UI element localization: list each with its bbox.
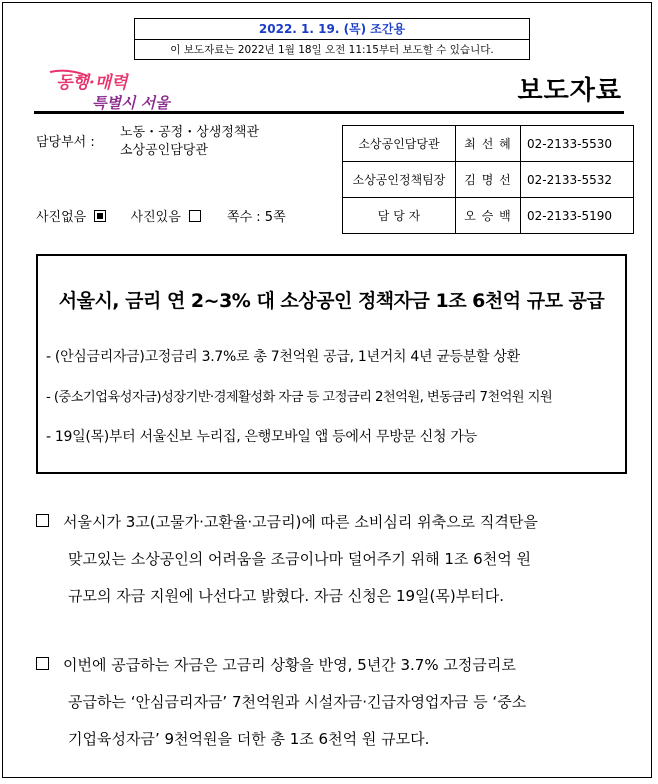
contact-name: 김 명 선 [456,162,521,198]
contact-role: 소상공인정책팀장 [343,162,456,198]
paragraph-line: 기업육성자금’ 9천억원을 더한 총 1조 6천억 원 규모다. [68,730,430,748]
square-bullet-icon [36,657,49,670]
paragraph-line: 공급하는 ‘안심금리자금’ 7천억원과 시설자금·긴급자영업자금 등 ‘중소 [68,693,527,711]
seoul-slogan-logo [48,66,178,114]
paragraph-line [36,504,626,541]
embargo-notice: 이 보도자료는 2022년 1월 18일 오전 11:15부터 보도할 수 있습니다. [170,44,494,56]
department-name: 노동・공정・상생정책관 [120,125,260,140]
paragraph-text: 서울시가 3고(고물가·고환율·고금리)에 따른 소비심리 위축으로 직격탄을 [63,513,538,531]
logo-line2: 특별시 서울 [92,94,170,112]
contact-phone: 02-2133-5532 [521,162,634,198]
page-count: 쪽수 : 5쪽 [227,210,286,225]
contact-phone: 02-2133-5530 [521,126,634,162]
headline: 서울시, 금리 연 2~3% 대 소상공인 정책자금 1조 6천억 규모 공급 [58,290,605,312]
checked-box-icon [94,210,106,222]
summary-bullet: - 19일(목)부터 서울신보 누리집, 은행모바일 앱 등에서 무방문 신청 가능 [46,429,477,445]
paragraph-text: 이번에 공급하는 자금은 고금리 상황을 반영, 5년간 3.7% 고정금리로 [63,656,516,674]
contact-row [343,162,634,198]
body-paragraph [36,504,626,615]
contact-name: 최 선 혜 [456,126,521,162]
logo-line1: 동행·매력 [56,73,128,93]
summary-bullet: - (안심금리자금)고정금리 3.7%로 총 7천억원 공급, 1년거치 4년 균등분할 상환 [46,349,520,365]
body-paragraph [36,647,626,758]
release-date: 2022. 1. 19. (목) 조간용 [135,19,529,40]
no-photo-label: 사진없음 [36,210,87,225]
summary-bullet: - (중소기업육성자금)성장기반·경제활성화 자금 등 고정금리 2천억원, 변동금리 7천억원 지원 [46,390,553,405]
contact-row [343,198,634,234]
press-release-title: 보도자료 [517,76,622,106]
contact-name: 오 승 백 [456,198,521,234]
department-names [120,124,259,160]
contact-role: 담 당 자 [343,198,456,234]
contact-role: 소상공인담당관 [343,126,456,162]
contact-row [343,126,634,162]
has-photo-label: 사진있음 [130,210,181,225]
paragraph-line: 맞고있는 소상공인의 어려움을 조금이나마 덜어주기 위해 1조 6천억 원 [68,550,531,568]
department-label: 담당부서 : [36,135,95,150]
photo-page-info [36,206,286,225]
square-bullet-icon [36,514,49,527]
contact-table [342,125,634,234]
summary-box [36,254,627,474]
paragraph-line [36,647,626,684]
release-info-box [134,18,530,60]
seoul-logo-icon [48,66,178,114]
department-name: 소상공인담당관 [120,143,208,158]
paragraph-line: 규모의 자금 지원에 나선다고 밝혔다. 자금 신청은 19일(목)부터다. [68,587,504,605]
empty-box-icon [189,210,201,222]
header-divider [34,111,624,114]
contact-phone: 02-2133-5190 [521,198,634,234]
